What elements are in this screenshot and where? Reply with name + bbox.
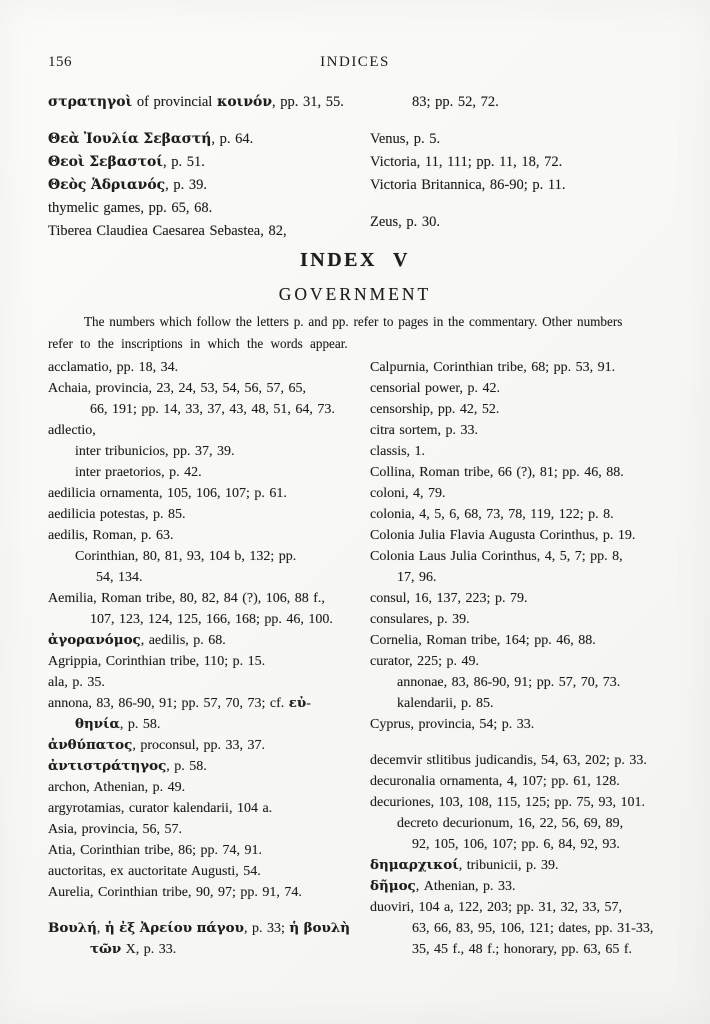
index-entry-line: 17, 96. xyxy=(397,570,437,585)
greek-term: Θεοὶ xyxy=(48,154,85,170)
index-entry-line: Θεὰ Ἰουλία Σεβαστή, p. 64. xyxy=(48,131,254,147)
greek-term: Ἁδριανός xyxy=(90,177,166,193)
index-entry-line: Venus, p. 5. xyxy=(370,131,441,147)
greek-term: ἀνθύπατος xyxy=(48,737,133,753)
index-subheading: GOVERNMENT xyxy=(278,284,432,304)
greek-term: θηνία xyxy=(75,716,120,732)
index-entry-line: δημαρχικοί, tribunicii, p. 39. xyxy=(370,857,559,873)
index-entry-line: Atia, Corinthian tribe, 86; pp. 74, 91. xyxy=(48,843,263,858)
greek-term: Σεβαστή xyxy=(143,131,212,147)
index-entry-line: adlectio, xyxy=(48,423,96,438)
continued-index-right-column xyxy=(370,91,688,234)
index-entry-line: θηνία, p. 58. xyxy=(75,716,161,732)
index-left-column xyxy=(48,357,366,960)
index-entry-line: aedilis, Roman, p. 63. xyxy=(48,528,174,543)
index-entry-line: 107, 123, 124, 125, 166, 168; pp. 46, 100. xyxy=(90,612,333,627)
note-line-2: refer to the inscriptions in which the words appear. xyxy=(48,336,348,351)
greek-term: ἀντιστράτηγος xyxy=(48,758,167,774)
index-entry-line: Cornelia, Roman tribe, 164; pp. 46, 88. xyxy=(370,633,596,648)
index-entry-line: Colonia Laus Julia Corinthus, 4, 5, 7; pp. 8, xyxy=(370,549,623,564)
greek-term: Βουλή xyxy=(48,920,97,936)
greek-term: κοινόν xyxy=(216,94,272,110)
index-entry-line: decuriones, 103, 108, 115, 125; pp. 75, 93, 101. xyxy=(370,795,646,810)
index-entry-line: annona, 83, 86-90, 91; pp. 57, 70, 73; cf. εὐ- xyxy=(48,695,311,711)
index-entry-line: Cyprus, provincia, 54; p. 33. xyxy=(370,717,535,732)
index-entry-line: censorial power, p. 42. xyxy=(370,381,500,396)
index-entry-line: Victoria, 11, 111; pp. 11, 18, 72. xyxy=(370,154,563,170)
index-entry-line: 83; pp. 52, 72. xyxy=(412,94,499,110)
greek-term: τῶν xyxy=(90,941,122,957)
index-heading: INDEX V xyxy=(299,249,411,271)
greek-term: ἡ xyxy=(104,920,115,936)
index-entry-line: Asia, provincia, 56, 57. xyxy=(48,822,183,837)
index-entry-line: 92, 105, 106, 107; pp. 6, 84, 92, 93. xyxy=(412,837,620,852)
index-entry-line: Corinthian, 80, 81, 93, 104 b, 132; pp. xyxy=(75,549,297,564)
index-note xyxy=(48,311,670,355)
running-head: INDICES xyxy=(320,54,390,70)
index-entry-line: consulares, p. 39. xyxy=(370,612,470,627)
index-entry-line: kalendarii, p. 85. xyxy=(397,696,494,711)
index-entry-line: Collina, Roman tribe, 66 (?), 81; pp. 46, 88. xyxy=(370,465,624,480)
index-entry-line: inter tribunicios, pp. 37, 39. xyxy=(75,444,235,459)
greek-term: δῆμος xyxy=(370,878,416,894)
index-entry-line: 66, 191; pp. 14, 33, 37, 43, 48, 51, 64, 73. xyxy=(90,402,335,417)
index-entry-line: ala, p. 35. xyxy=(48,675,105,690)
greek-term: στρατηγοὶ xyxy=(48,94,133,110)
index-entry-line: curator, 225; p. 49. xyxy=(370,654,479,669)
index-entry-line: colonia, 4, 5, 6, 68, 73, 78, 119, 122; p. 8. xyxy=(370,507,614,522)
index-entry-line: citra sortem, p. 33. xyxy=(370,423,478,438)
greek-term: βουλὴ xyxy=(303,920,351,936)
index-entry-line: δῆμος, Athenian, p. 33. xyxy=(370,878,516,894)
greek-term: δημαρχικοί xyxy=(370,857,459,873)
index-entry-line: coloni, 4, 79. xyxy=(370,486,446,501)
index-entry-line: duoviri, 104 a, 122, 203; pp. 31, 32, 33, 57, xyxy=(370,900,623,915)
index-right-column xyxy=(370,357,688,960)
index-entry-line: aedilicia potestas, p. 85. xyxy=(48,507,186,522)
index-entry-line: Aurelia, Corinthian tribe, 90, 97; pp. 91, 74. xyxy=(48,885,302,900)
greek-term: Θεὰ xyxy=(48,131,80,147)
note-line-1: The numbers which follow the letters p. and pp. refer to pages in the commentary. Other numbers xyxy=(84,314,623,329)
index-entry-line: Θεὸς Ἁδριανός, p. 39. xyxy=(48,177,207,193)
greek-term: Ἀρείου xyxy=(139,920,193,936)
index-entry-line: Aemilia, Roman tribe, 80, 82, 84 (?), 106, 88 f., xyxy=(48,591,325,606)
index-entry-line: annonae, 83, 86-90, 91; pp. 57, 70, 73. xyxy=(397,675,621,690)
index-entry-line: censorship, pp. 42, 52. xyxy=(370,402,500,417)
index-entry-line: ἀγορανόμος, aedilis, p. 68. xyxy=(48,632,226,648)
index-entry-line: Victoria Britannica, 86-90; p. 11. xyxy=(370,177,566,193)
greek-term: Θεὸς xyxy=(48,177,87,193)
index-entry-line: 54, 134. xyxy=(96,570,143,585)
index-entry-line: Tiberea Claudiea Caesarea Sebastea, 82, xyxy=(48,223,287,239)
index-entry-line: 63, 66, 83, 95, 106, 121; dates, pp. 31-33, xyxy=(412,921,654,936)
index-entry-line: 35, 45 f., 48 f.; honorary, pp. 63, 65 f. xyxy=(412,942,633,957)
index-entry-line: consul, 16, 137, 223; p. 79. xyxy=(370,591,528,606)
greek-term: Ἰουλία xyxy=(83,131,139,147)
index-entry-line: classis, 1. xyxy=(370,444,426,459)
index-entry-line: Achaia, provincia, 23, 24, 53, 54, 56, 57, 65, xyxy=(48,381,307,396)
continued-index-left-column xyxy=(48,91,366,243)
index-entry-line: decuronalia ornamenta, 4, 107; pp. 61, 128. xyxy=(370,774,620,789)
index-entry-line: acclamatio, pp. 18, 34. xyxy=(48,360,179,375)
index-entry-line: στρατηγοὶ of provincial κοινόν, pp. 31, 55. xyxy=(48,94,344,110)
greek-term: πάγου xyxy=(196,920,244,936)
greek-term: ἀγορανόμος xyxy=(48,632,141,648)
index-entry-line: ἀντιστράτηγος, p. 58. xyxy=(48,758,207,774)
index-entry-line: aedilicia ornamenta, 105, 106, 107; p. 61. xyxy=(48,486,287,501)
index-entry-line: thymelic games, pp. 65, 68. xyxy=(48,200,213,216)
greek-term: Σεβαστοί xyxy=(89,154,164,170)
index-entry-line: decreto decurionum, 16, 22, 56, 69, 89, xyxy=(397,816,624,831)
greek-term: εὐ xyxy=(288,695,307,711)
greek-term: ἐξ xyxy=(119,920,136,936)
index-entry-line: Zeus, p. 30. xyxy=(370,214,441,230)
index-entry-line: Βουλή, ἡ ἐξ Ἀρείου πάγου, p. 33; ἡ βουλὴ xyxy=(48,920,351,936)
index-entry-line: Agrippia, Corinthian tribe, 110; p. 15. xyxy=(48,654,266,669)
index-entry-line: decemvir stlitibus judicandis, 54, 63, 202; p. 33. xyxy=(370,753,647,768)
index-entry-line: Calpurnia, Corinthian tribe, 68; pp. 53, 91. xyxy=(370,360,616,375)
index-entry-line: ἀνθύπατος, proconsul, pp. 33, 37. xyxy=(48,737,266,753)
index-entry-line: Colonia Julia Flavia Augusta Corinthus, p. 19. xyxy=(370,528,636,543)
index-entry-line: inter praetorios, p. 42. xyxy=(75,465,202,480)
index-entry-line: Θεοὶ Σεβαστοί, p. 51. xyxy=(48,154,205,170)
index-entry-line: archon, Athenian, p. 49. xyxy=(48,780,186,795)
page-number: 156 xyxy=(48,54,72,70)
index-entry-line: auctoritas, ex auctoritate Augusti, 54. xyxy=(48,864,261,879)
index-entry-line: argyrotamias, curator kalendarii, 104 a. xyxy=(48,801,273,816)
index-entry-line: τῶν X, p. 33. xyxy=(90,941,177,957)
greek-term: ἡ xyxy=(289,920,300,936)
